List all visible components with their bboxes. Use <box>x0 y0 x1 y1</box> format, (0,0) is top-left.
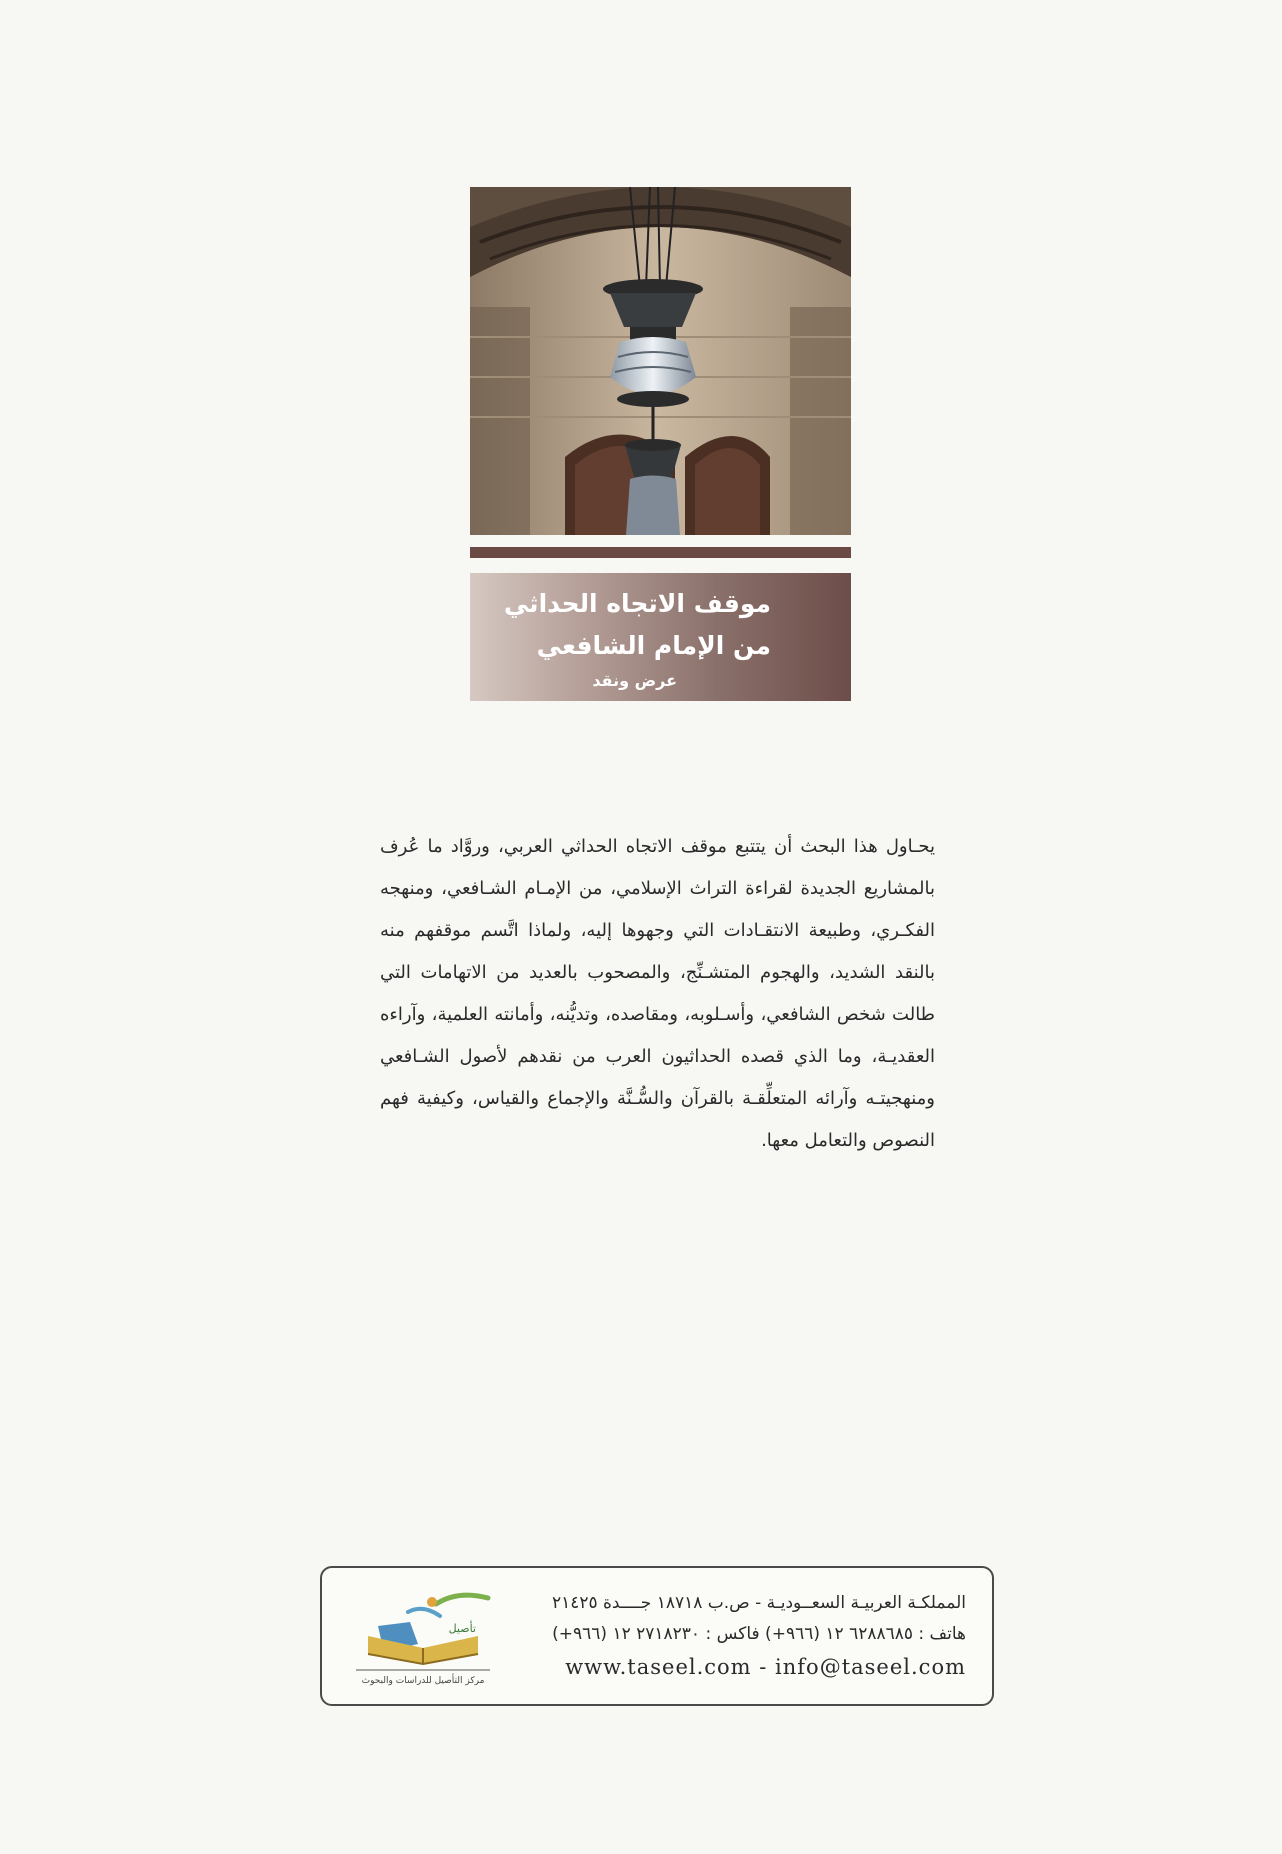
taseel-logo-icon <box>348 1582 498 1690</box>
publisher-address: المملكـة العربيـة السعــوديـة - ص.ب ١٨٧١٨ جــــدة ٢١٤٢٥ <box>551 1593 966 1613</box>
book-title-line-1: موقف الاتجاه الحداثي <box>503 589 771 618</box>
publisher-web-email[interactable]: www.taseel.com - info@taseel.com <box>565 1655 966 1679</box>
publisher-contact-text <box>496 1588 966 1684</box>
publisher-logo <box>348 1582 498 1690</box>
logo-caption: مركز التأصيل للدراسات والبحوث <box>361 1676 485 1686</box>
hanging-lantern-icon <box>470 187 851 535</box>
publisher-phone-fax: هاتف : ٦٢٨٨٦٨٥ ١٢ (٩٦٦+) فاكس : ٢٧١٨٢٣٠ ١٢ (٩٦٦+) <box>552 1624 966 1644</box>
book-description: يحـاول هذا البحث أن يتتبع موقف الاتجاه الحداثي العربي، وروَّاد ما عُرف بالمشاريع الجديدة لقراءة التراث الإسلامي، من الإمـام الشـافعي، ومنهجه الفكـري، وطبيعة الانتقـادات التي وجهوها إليه، ولماذا اتَّسم موقفهم منه بالنقد الشديد، والهجوم المتشـنِّج، والمصحوب بالعديد من الاتهامات التي طالت شخص الشافعي، وأسـلوبه، ومقاصده، وتديُّنه، وأمانته العلمية، وآراءه العقديـة، وما الذي قصده الحداثيون العرب من نقدهم لأصول الشـافعي ومنهجيتـه وآرائه المتعلِّقـة بالقرآن والسُّـنَّة والإجماع والقياس، وكيفية فهم النصوص والتعامل معها. <box>380 836 935 1151</box>
book-title-line-2: من الإمام الشافعي <box>536 631 771 660</box>
publisher-contact-box <box>320 1566 994 1706</box>
book-subtitle: عرض ونقد <box>592 671 677 690</box>
title-panel <box>470 573 851 701</box>
title-rule <box>470 547 851 558</box>
cover-photo <box>470 187 851 535</box>
logo-word: تأصيل <box>448 1622 476 1635</box>
